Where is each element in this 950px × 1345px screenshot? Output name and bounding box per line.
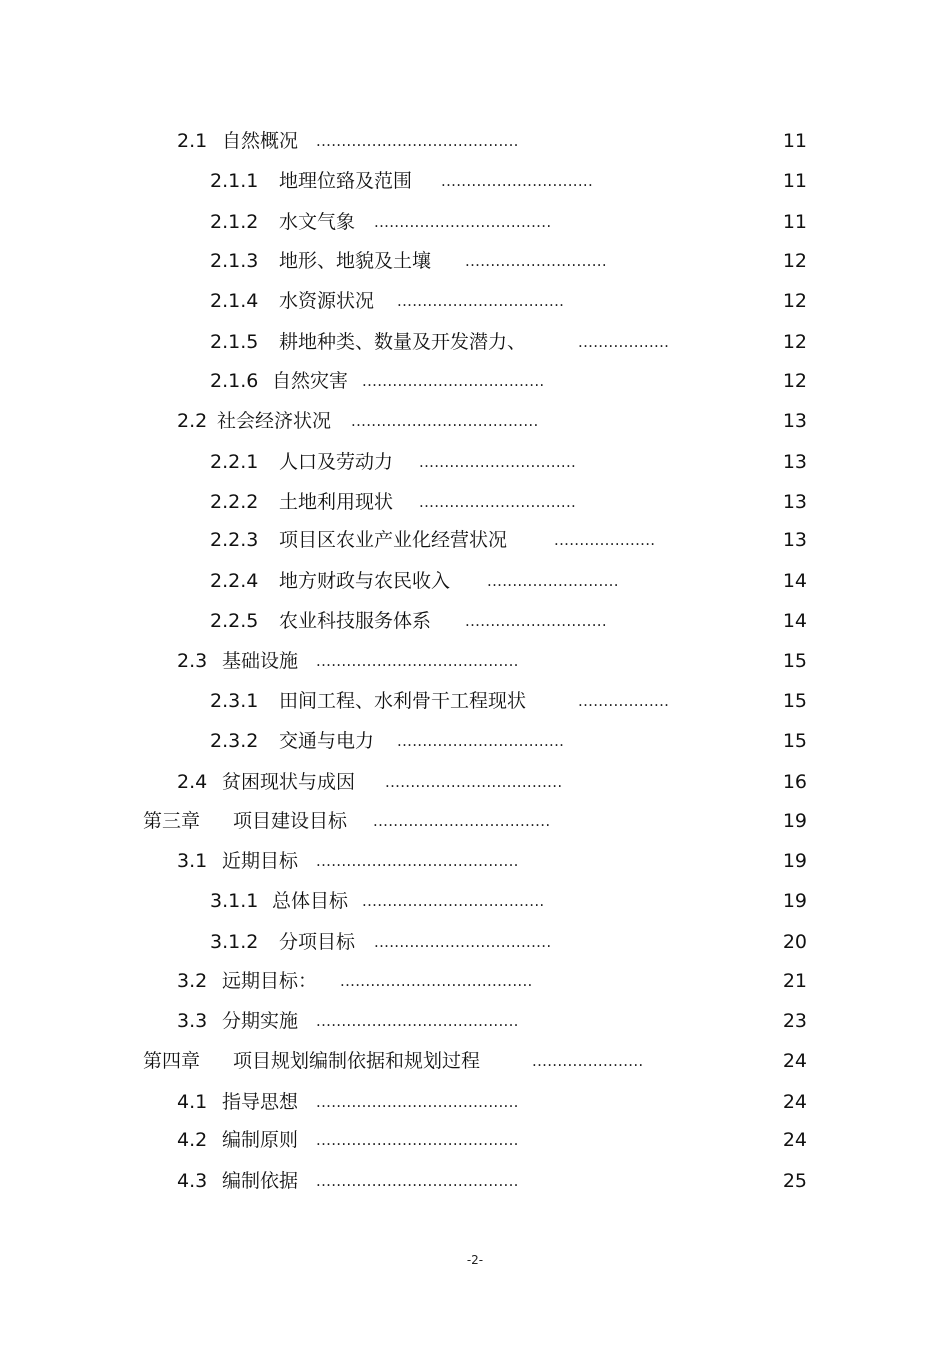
- toc-entry-title: 分项目标: [279, 931, 356, 953]
- toc-entry-number: 2.2.2: [210, 491, 259, 513]
- toc-entry[interactable]: [0, 286, 950, 316]
- toc-entry-page-number: 24: [782, 1050, 807, 1072]
- toc-entry-page-number: 12: [782, 290, 807, 312]
- toc-entry-page-number: 19: [782, 890, 807, 912]
- toc-entry[interactable]: [0, 606, 950, 636]
- toc-entry-leader-dots: ..................: [578, 333, 670, 351]
- toc-entry-page-number: 11: [782, 130, 807, 152]
- toc-entry-title: 地理位臵及范围: [279, 170, 413, 192]
- toc-entry[interactable]: [0, 966, 950, 996]
- toc-entry-title: 社会经济状况: [217, 410, 332, 432]
- toc-entry[interactable]: [0, 686, 950, 716]
- toc-entry-title: 耕地种类、数量及开发潜力、: [279, 331, 527, 353]
- toc-entry-number: 3.1.1: [210, 890, 259, 912]
- toc-entry[interactable]: [0, 806, 950, 836]
- toc-entry-number: 4.2: [177, 1129, 208, 1151]
- toc-entry-leader-dots: ............................: [465, 612, 607, 630]
- toc-entry-page-number: 13: [782, 410, 807, 432]
- toc-entry-page-number: 21: [782, 970, 807, 992]
- toc-entry-leader-dots: ........................................: [316, 1012, 519, 1030]
- toc-entry-page-number: 16: [782, 771, 807, 793]
- toc-entry-number: 2.1.3: [210, 250, 259, 272]
- toc-entry-number: 2.4: [177, 771, 208, 793]
- toc-entry-leader-dots: ...................................: [385, 773, 563, 791]
- toc-entry-number: 4.3: [177, 1170, 208, 1192]
- toc-entry-title: 自然概况: [222, 130, 299, 152]
- toc-entry[interactable]: [0, 846, 950, 876]
- toc-entry-number: 2.1.6: [210, 370, 259, 392]
- toc-entry-title: 项目区农业产业化经营状况: [279, 529, 508, 551]
- toc-entry-title: 远期目标：: [222, 970, 318, 992]
- toc-entry[interactable]: [0, 726, 950, 756]
- toc-entry-number: 2.2: [177, 410, 208, 432]
- toc-entry-title: 水文气象: [279, 211, 356, 233]
- toc-entry-leader-dots: ...................................: [374, 213, 552, 231]
- toc-entry[interactable]: [0, 487, 950, 517]
- toc-entry-title: 人口及劳动力: [279, 451, 394, 473]
- toc-entry-number: 3.2: [177, 970, 208, 992]
- toc-entry-title: 编制原则: [222, 1129, 299, 1151]
- toc-entry[interactable]: [0, 1125, 950, 1155]
- toc-entry[interactable]: [0, 126, 950, 156]
- toc-entry-page-number: 24: [782, 1091, 807, 1113]
- toc-entry-title: 指导思想: [222, 1091, 299, 1113]
- toc-entry-page-number: 11: [782, 211, 807, 233]
- toc-entry-title: 近期目标: [222, 850, 299, 872]
- toc-entry[interactable]: [0, 207, 950, 237]
- toc-entry-leader-dots: ...................................: [374, 933, 552, 951]
- toc-entry-number: 2.1.1: [210, 170, 259, 192]
- toc-entry-leader-dots: ........................................: [316, 1172, 519, 1190]
- toc-entry-page-number: 12: [782, 370, 807, 392]
- toc-entry-leader-dots: ...................................: [373, 812, 551, 830]
- toc-entry-title: 项目规划编制依据和规划过程: [233, 1050, 481, 1072]
- toc-entry-number: 4.1: [177, 1091, 208, 1113]
- toc-entry-page-number: 15: [782, 650, 807, 672]
- toc-entry-page-number: 13: [782, 491, 807, 513]
- toc-entry-page-number: 23: [782, 1010, 807, 1032]
- toc-entry[interactable]: [0, 1046, 950, 1076]
- toc-entry[interactable]: [0, 166, 950, 196]
- toc-entry-title: 水资源状况: [279, 290, 375, 312]
- toc-entry-number: 第三章: [143, 810, 201, 832]
- toc-entry-page-number: 20: [782, 931, 807, 953]
- toc-entry[interactable]: [0, 1166, 950, 1196]
- toc-entry-leader-dots: ......................: [532, 1052, 644, 1070]
- toc-entry-leader-dots: ........................................: [316, 1093, 519, 1111]
- toc-entry[interactable]: [0, 447, 950, 477]
- toc-entry-page-number: 12: [782, 250, 807, 272]
- toc-entry[interactable]: [0, 646, 950, 676]
- toc-entry-title: 自然灾害: [272, 370, 349, 392]
- toc-entry-number: 3.1: [177, 850, 208, 872]
- toc-entry-page-number: 19: [782, 850, 807, 872]
- page-number-footer: -2-: [466, 1253, 484, 1267]
- toc-entry[interactable]: [0, 767, 950, 797]
- toc-entry-page-number: 14: [782, 610, 807, 632]
- toc-entry-number: 2.3.1: [210, 690, 259, 712]
- toc-entry-number: 3.1.2: [210, 931, 259, 953]
- toc-entry[interactable]: [0, 886, 950, 916]
- toc-entry-page-number: 13: [782, 529, 807, 551]
- toc-entry-leader-dots: ..............................: [441, 172, 594, 190]
- toc-entry[interactable]: [0, 327, 950, 357]
- toc-entry-leader-dots: ........................................: [316, 852, 519, 870]
- toc-entry-title: 农业科技服务体系: [279, 610, 432, 632]
- toc-entry-leader-dots: ........................................: [316, 652, 519, 670]
- toc-entry[interactable]: [0, 525, 950, 555]
- toc-entry-page-number: 19: [782, 810, 807, 832]
- toc-entry-title: 分期实施: [222, 1010, 299, 1032]
- toc-entry-title: 土地利用现状: [279, 491, 394, 513]
- toc-entry-leader-dots: ....................: [554, 531, 656, 549]
- toc-entry-leader-dots: ...............................: [419, 453, 577, 471]
- toc-entry[interactable]: [0, 1087, 950, 1117]
- toc-entry-page-number: 11: [782, 170, 807, 192]
- toc-entry-number: 2.1.5: [210, 331, 259, 353]
- toc-entry-number: 2.1: [177, 130, 208, 152]
- toc-entry-page-number: 15: [782, 730, 807, 752]
- toc-entry-leader-dots: .................................: [397, 292, 565, 310]
- toc-entry-leader-dots: .....................................: [351, 412, 539, 430]
- toc-entry-leader-dots: ..........................: [487, 572, 619, 590]
- toc-entry[interactable]: [0, 246, 950, 276]
- toc-entry-title: 项目建设目标: [233, 810, 348, 832]
- toc-entry-page-number: 14: [782, 570, 807, 592]
- toc-entry-leader-dots: ...............................: [419, 493, 577, 511]
- toc-entry-title: 基础设施: [222, 650, 299, 672]
- toc-entry-title: 编制依据: [222, 1170, 299, 1192]
- toc-entry-leader-dots: ........................................: [316, 1131, 519, 1149]
- toc-entry-number: 3.3: [177, 1010, 208, 1032]
- toc-entry-number: 2.2.1: [210, 451, 259, 473]
- toc-entry-title: 田间工程、水利骨干工程现状: [279, 690, 527, 712]
- toc-entry-title: 贫困现状与成因: [222, 771, 356, 793]
- toc-entry-number: 第四章: [143, 1050, 201, 1072]
- toc-entry-title: 地方财政与农民收入: [279, 570, 451, 592]
- toc-entry[interactable]: [0, 927, 950, 957]
- toc-entry-number: 2.2.5: [210, 610, 259, 632]
- toc-entry-leader-dots: ........................................: [316, 132, 519, 150]
- toc-entry-number: 2.1.4: [210, 290, 259, 312]
- toc-entry-number: 2.3.2: [210, 730, 259, 752]
- toc-entry-number: 2.2.4: [210, 570, 259, 592]
- toc-entry-page-number: 25: [782, 1170, 807, 1192]
- toc-entry-page-number: 13: [782, 451, 807, 473]
- toc-entry[interactable]: [0, 406, 950, 436]
- toc-entry-leader-dots: ..................: [578, 692, 670, 710]
- toc-entry[interactable]: [0, 1006, 950, 1036]
- toc-entry-page-number: 24: [782, 1129, 807, 1151]
- toc-entry[interactable]: [0, 566, 950, 596]
- toc-entry[interactable]: [0, 366, 950, 396]
- toc-entry-title: 交通与电力: [279, 730, 375, 752]
- toc-entry-leader-dots: .................................: [397, 732, 565, 750]
- toc-entry-page-number: 12: [782, 331, 807, 353]
- toc-entry-leader-dots: ............................: [465, 252, 607, 270]
- toc-entry-page-number: 15: [782, 690, 807, 712]
- toc-entry-title: 地形、地貌及土壤: [279, 250, 432, 272]
- toc-entry-leader-dots: ......................................: [340, 972, 533, 990]
- toc-entry-number: 2.1.2: [210, 211, 259, 233]
- toc-entry-leader-dots: ....................................: [362, 372, 545, 390]
- toc-entry-leader-dots: ....................................: [362, 892, 545, 910]
- toc-entry-title: 总体目标: [272, 890, 349, 912]
- toc-entry-number: 2.2.3: [210, 529, 259, 551]
- toc-entry-number: 2.3: [177, 650, 208, 672]
